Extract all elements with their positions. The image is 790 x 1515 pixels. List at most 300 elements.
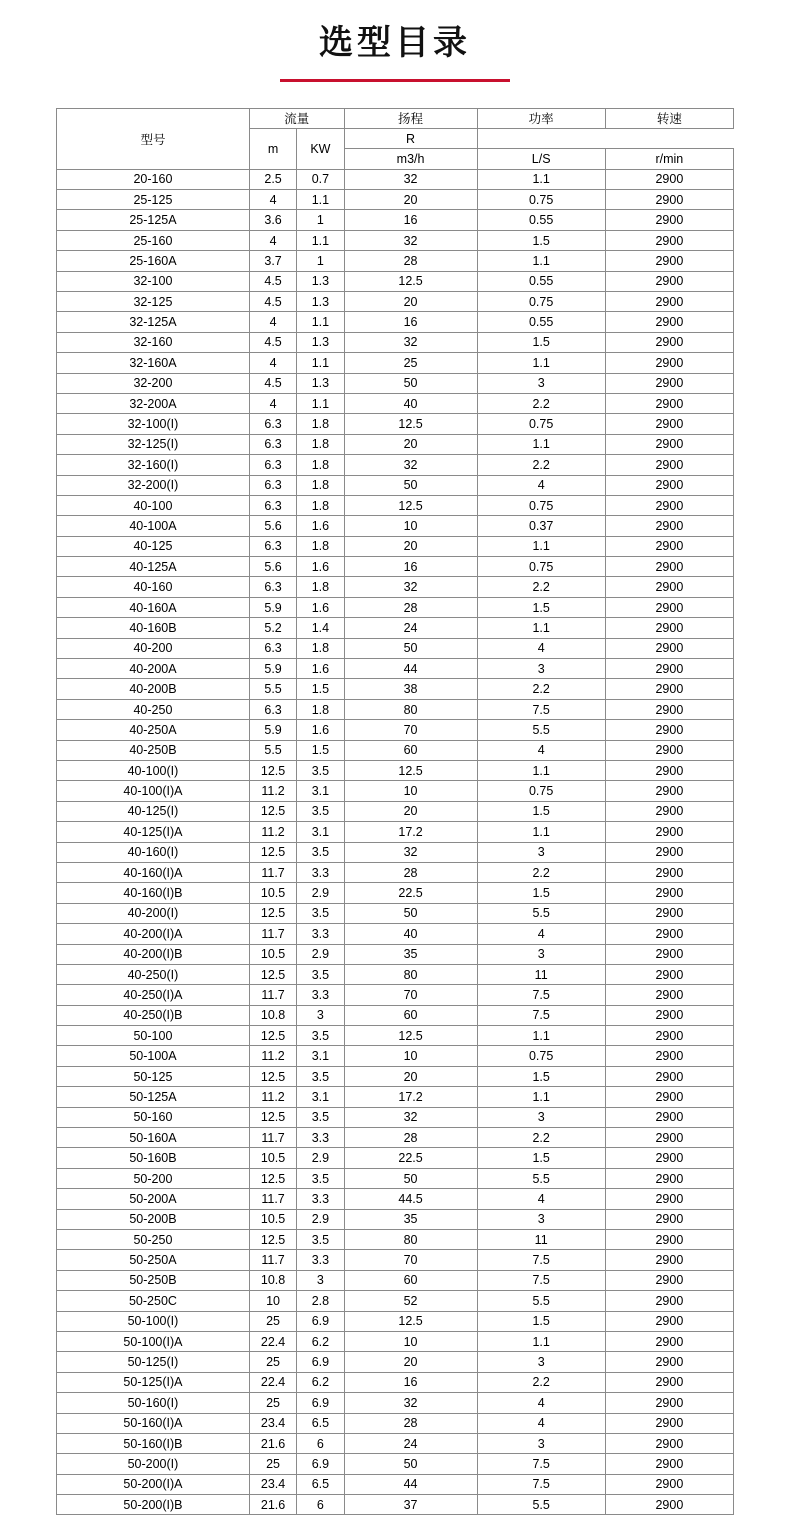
cell-head: 17.2 [344, 1087, 477, 1107]
cell-model: 40-250(I) [57, 964, 250, 984]
cell-power: 5.5 [477, 1168, 605, 1188]
cell-power: 1.5 [477, 597, 605, 617]
cell-model: 32-200 [57, 373, 250, 393]
cell-model: 50-160 [57, 1107, 250, 1127]
cell-power: 3 [477, 842, 605, 862]
table-row [57, 434, 734, 454]
cell-model: 32-160A [57, 353, 250, 373]
cell-flow-ls: 1.8 [297, 577, 344, 597]
header-speed-unit-r: R [344, 128, 477, 148]
cell-power: 1.5 [477, 883, 605, 903]
table-row [57, 1352, 734, 1372]
cell-power: 4 [477, 638, 605, 658]
cell-head: 20 [344, 536, 477, 556]
cell-speed: 2900 [605, 862, 733, 882]
cell-head: 70 [344, 1250, 477, 1270]
cell-flow-ls: 1.3 [297, 271, 344, 291]
cell-flow-m3h: 12.5 [249, 1066, 296, 1086]
cell-model: 40-160B [57, 618, 250, 638]
cell-head: 32 [344, 842, 477, 862]
table-row [57, 699, 734, 719]
cell-flow-m3h: 4 [249, 312, 296, 332]
cell-power: 1.1 [477, 1026, 605, 1046]
cell-flow-ls: 1.1 [297, 393, 344, 413]
cell-flow-ls: 2.9 [297, 883, 344, 903]
cell-flow-m3h: 5.6 [249, 516, 296, 536]
table-row [57, 1189, 734, 1209]
cell-head: 80 [344, 1229, 477, 1249]
cell-flow-m3h: 6.3 [249, 434, 296, 454]
table-row [57, 924, 734, 944]
cell-flow-m3h: 11.2 [249, 781, 296, 801]
cell-flow-m3h: 5.9 [249, 720, 296, 740]
cell-power: 4 [477, 1189, 605, 1209]
cell-flow-m3h: 12.5 [249, 761, 296, 781]
cell-model: 40-160(I)B [57, 883, 250, 903]
table-row [57, 1046, 734, 1066]
cell-speed: 2900 [605, 210, 733, 230]
cell-head: 70 [344, 985, 477, 1005]
cell-flow-m3h: 3.7 [249, 251, 296, 271]
cell-flow-m3h: 5.5 [249, 740, 296, 760]
cell-power: 4 [477, 1413, 605, 1433]
table-row [57, 944, 734, 964]
table-row [57, 1209, 734, 1229]
cell-flow-m3h: 12.5 [249, 1229, 296, 1249]
table-row [57, 1413, 734, 1433]
cell-flow-m3h: 22.4 [249, 1331, 296, 1351]
table-row [57, 720, 734, 740]
cell-flow-ls: 1.5 [297, 740, 344, 760]
cell-flow-ls: 1.8 [297, 699, 344, 719]
cell-flow-m3h: 23.4 [249, 1474, 296, 1494]
cell-head: 50 [344, 903, 477, 923]
cell-flow-ls: 0.7 [297, 169, 344, 189]
cell-model: 50-125 [57, 1066, 250, 1086]
cell-head: 22.5 [344, 1148, 477, 1168]
cell-flow-m3h: 25 [249, 1311, 296, 1331]
cell-flow-m3h: 12.5 [249, 842, 296, 862]
cell-flow-ls: 2.9 [297, 1209, 344, 1229]
cell-model: 50-100A [57, 1046, 250, 1066]
cell-power: 0.55 [477, 271, 605, 291]
cell-flow-ls: 1.8 [297, 536, 344, 556]
cell-speed: 2900 [605, 1005, 733, 1025]
cell-model: 50-250C [57, 1291, 250, 1311]
cell-flow-m3h: 4.5 [249, 332, 296, 352]
cell-speed: 2900 [605, 1026, 733, 1046]
header-flow-unit-ls: L/S [477, 149, 605, 169]
cell-head: 32 [344, 169, 477, 189]
cell-head: 60 [344, 1005, 477, 1025]
cell-head: 70 [344, 720, 477, 740]
header-flow: 流量 [249, 108, 344, 128]
cell-head: 24 [344, 1433, 477, 1453]
table-row [57, 1229, 734, 1249]
cell-model: 40-200(I) [57, 903, 250, 923]
cell-model: 50-100(I) [57, 1311, 250, 1331]
header-power-unit: KW [297, 128, 344, 169]
cell-power: 1.1 [477, 1087, 605, 1107]
cell-head: 12.5 [344, 761, 477, 781]
cell-head: 50 [344, 1168, 477, 1188]
cell-power: 2.2 [477, 862, 605, 882]
cell-flow-m3h: 11.7 [249, 1128, 296, 1148]
cell-flow-ls: 6.9 [297, 1393, 344, 1413]
table-row [57, 577, 734, 597]
cell-head: 60 [344, 740, 477, 760]
cell-model: 40-200(I)B [57, 944, 250, 964]
table-row [57, 312, 734, 332]
cell-head: 17.2 [344, 822, 477, 842]
cell-flow-ls: 3.5 [297, 842, 344, 862]
cell-flow-ls: 1.1 [297, 312, 344, 332]
cell-head: 10 [344, 1331, 477, 1351]
cell-flow-ls: 3.3 [297, 924, 344, 944]
cell-flow-m3h: 5.5 [249, 679, 296, 699]
cell-power: 2.2 [477, 455, 605, 475]
cell-head: 50 [344, 1454, 477, 1474]
table-row [57, 1250, 734, 1270]
cell-power: 1.5 [477, 230, 605, 250]
cell-power: 1.5 [477, 332, 605, 352]
cell-head: 22.5 [344, 883, 477, 903]
cell-head: 32 [344, 1393, 477, 1413]
cell-speed: 2900 [605, 618, 733, 638]
cell-head: 12.5 [344, 414, 477, 434]
header-speed-unit-rmin: r/min [605, 149, 733, 169]
cell-model: 50-125A [57, 1087, 250, 1107]
cell-model: 32-160(I) [57, 455, 250, 475]
table-row [57, 638, 734, 658]
table-row [57, 1066, 734, 1086]
cell-power: 3 [477, 1107, 605, 1127]
cell-flow-ls: 6.9 [297, 1454, 344, 1474]
table-row [57, 740, 734, 760]
cell-power: 0.55 [477, 312, 605, 332]
cell-flow-m3h: 3.6 [249, 210, 296, 230]
cell-speed: 2900 [605, 1189, 733, 1209]
cell-power: 5.5 [477, 1495, 605, 1515]
cell-model: 40-125(I)A [57, 822, 250, 842]
cell-flow-m3h: 10.5 [249, 883, 296, 903]
cell-speed: 2900 [605, 924, 733, 944]
cell-head: 20 [344, 434, 477, 454]
cell-head: 10 [344, 516, 477, 536]
cell-model: 40-100(I) [57, 761, 250, 781]
cell-head: 52 [344, 1291, 477, 1311]
cell-flow-m3h: 10 [249, 1291, 296, 1311]
table-row [57, 1291, 734, 1311]
cell-model: 25-160 [57, 230, 250, 250]
cell-model: 50-200B [57, 1209, 250, 1229]
cell-model: 32-125(I) [57, 434, 250, 454]
header-head-unit: m [249, 128, 296, 169]
cell-flow-ls: 2.9 [297, 1148, 344, 1168]
cell-flow-m3h: 10.8 [249, 1005, 296, 1025]
cell-speed: 2900 [605, 1331, 733, 1351]
cell-speed: 2900 [605, 1250, 733, 1270]
cell-power: 7.5 [477, 1474, 605, 1494]
table-row [57, 516, 734, 536]
cell-model: 40-250 [57, 699, 250, 719]
cell-flow-m3h: 23.4 [249, 1413, 296, 1433]
cell-speed: 2900 [605, 373, 733, 393]
cell-flow-ls: 1.1 [297, 190, 344, 210]
cell-flow-m3h: 4.5 [249, 271, 296, 291]
cell-speed: 2900 [605, 903, 733, 923]
table-row [57, 292, 734, 312]
cell-flow-m3h: 10.8 [249, 1270, 296, 1290]
cell-speed: 2900 [605, 801, 733, 821]
cell-power: 1.5 [477, 1148, 605, 1168]
cell-speed: 2900 [605, 1393, 733, 1413]
cell-flow-m3h: 10.5 [249, 1209, 296, 1229]
cell-model: 32-125A [57, 312, 250, 332]
table-row [57, 1372, 734, 1392]
cell-speed: 2900 [605, 883, 733, 903]
cell-flow-m3h: 6.3 [249, 536, 296, 556]
cell-head: 16 [344, 312, 477, 332]
cell-head: 35 [344, 1209, 477, 1229]
cell-power: 11 [477, 964, 605, 984]
cell-model: 50-160B [57, 1148, 250, 1168]
cell-head: 50 [344, 638, 477, 658]
header-head: 扬程 [344, 108, 477, 128]
cell-model: 50-250 [57, 1229, 250, 1249]
cell-flow-ls: 6.9 [297, 1352, 344, 1372]
cell-flow-ls: 6.2 [297, 1331, 344, 1351]
table-row [57, 1474, 734, 1494]
cell-power: 1.1 [477, 536, 605, 556]
cell-head: 35 [344, 944, 477, 964]
cell-model: 50-200A [57, 1189, 250, 1209]
cell-head: 32 [344, 455, 477, 475]
cell-model: 40-250(I)B [57, 1005, 250, 1025]
cell-flow-ls: 1.1 [297, 353, 344, 373]
cell-head: 50 [344, 373, 477, 393]
cell-speed: 2900 [605, 353, 733, 373]
cell-model: 50-200(I)B [57, 1495, 250, 1515]
cell-speed: 2900 [605, 964, 733, 984]
cell-flow-ls: 6 [297, 1433, 344, 1453]
table-container [0, 82, 790, 1515]
cell-speed: 2900 [605, 720, 733, 740]
cell-flow-ls: 3.1 [297, 822, 344, 842]
cell-power: 7.5 [477, 1270, 605, 1290]
table-row [57, 271, 734, 291]
cell-flow-ls: 3.5 [297, 1168, 344, 1188]
cell-speed: 2900 [605, 1107, 733, 1127]
cell-flow-ls: 3.3 [297, 1189, 344, 1209]
cell-flow-ls: 3.3 [297, 1128, 344, 1148]
cell-power: 5.5 [477, 720, 605, 740]
table-row [57, 332, 734, 352]
cell-flow-m3h: 5.2 [249, 618, 296, 638]
cell-speed: 2900 [605, 251, 733, 271]
cell-flow-m3h: 11.7 [249, 985, 296, 1005]
cell-speed: 2900 [605, 1291, 733, 1311]
cell-speed: 2900 [605, 414, 733, 434]
cell-power: 7.5 [477, 1454, 605, 1474]
cell-speed: 2900 [605, 434, 733, 454]
cell-power: 2.2 [477, 393, 605, 413]
cell-head: 28 [344, 862, 477, 882]
cell-speed: 2900 [605, 577, 733, 597]
cell-flow-m3h: 10.5 [249, 944, 296, 964]
cell-model: 40-200A [57, 659, 250, 679]
cell-speed: 2900 [605, 1087, 733, 1107]
cell-flow-m3h: 25 [249, 1393, 296, 1413]
cell-power: 3 [477, 373, 605, 393]
cell-power: 3 [477, 1352, 605, 1372]
cell-head: 32 [344, 332, 477, 352]
table-row [57, 455, 734, 475]
table-row [57, 883, 734, 903]
cell-flow-m3h: 2.5 [249, 169, 296, 189]
table-row [57, 251, 734, 271]
cell-flow-ls: 3.1 [297, 1046, 344, 1066]
table-row [57, 1087, 734, 1107]
cell-flow-ls: 6.2 [297, 1372, 344, 1392]
cell-speed: 2900 [605, 516, 733, 536]
cell-model: 50-100 [57, 1026, 250, 1046]
table-row [57, 985, 734, 1005]
header-power: 功率 [477, 108, 605, 128]
table-row [57, 903, 734, 923]
cell-head: 80 [344, 964, 477, 984]
cell-power: 2.2 [477, 1128, 605, 1148]
cell-flow-ls: 3.1 [297, 781, 344, 801]
cell-speed: 2900 [605, 740, 733, 760]
table-row [57, 822, 734, 842]
cell-speed: 2900 [605, 638, 733, 658]
cell-head: 16 [344, 210, 477, 230]
cell-model: 40-125 [57, 536, 250, 556]
cell-power: 0.55 [477, 210, 605, 230]
cell-head: 32 [344, 230, 477, 250]
cell-head: 12.5 [344, 271, 477, 291]
cell-speed: 2900 [605, 271, 733, 291]
cell-flow-ls: 1.3 [297, 332, 344, 352]
cell-flow-m3h: 12.5 [249, 1026, 296, 1046]
cell-head: 50 [344, 475, 477, 495]
table-row [57, 210, 734, 230]
cell-model: 40-250B [57, 740, 250, 760]
cell-model: 40-100A [57, 516, 250, 536]
cell-head: 28 [344, 597, 477, 617]
cell-power: 5.5 [477, 1291, 605, 1311]
cell-speed: 2900 [605, 699, 733, 719]
cell-flow-ls: 1.6 [297, 720, 344, 740]
cell-flow-ls: 6.5 [297, 1474, 344, 1494]
cell-speed: 2900 [605, 1229, 733, 1249]
cell-power: 5.5 [477, 903, 605, 923]
table-row [57, 1005, 734, 1025]
cell-flow-m3h: 12.5 [249, 801, 296, 821]
cell-speed: 2900 [605, 1168, 733, 1188]
cell-power: 1.1 [477, 1331, 605, 1351]
cell-flow-ls: 1.8 [297, 495, 344, 515]
cell-speed: 2900 [605, 1433, 733, 1453]
cell-power: 2.2 [477, 1372, 605, 1392]
cell-flow-ls: 3 [297, 1005, 344, 1025]
cell-model: 40-125A [57, 557, 250, 577]
cell-flow-ls: 1.5 [297, 679, 344, 699]
table-row [57, 393, 734, 413]
cell-flow-m3h: 11.2 [249, 1046, 296, 1066]
cell-speed: 2900 [605, 985, 733, 1005]
cell-speed: 2900 [605, 842, 733, 862]
cell-speed: 2900 [605, 659, 733, 679]
cell-head: 44.5 [344, 1189, 477, 1209]
cell-flow-ls: 1.8 [297, 434, 344, 454]
cell-power: 2.2 [477, 679, 605, 699]
cell-model: 50-100(I)A [57, 1331, 250, 1351]
cell-flow-m3h: 4 [249, 393, 296, 413]
cell-power: 0.75 [477, 781, 605, 801]
cell-model: 40-250(I)A [57, 985, 250, 1005]
cell-speed: 2900 [605, 393, 733, 413]
table-row [57, 1107, 734, 1127]
table-row [57, 1270, 734, 1290]
cell-speed: 2900 [605, 1474, 733, 1494]
cell-model: 50-160A [57, 1128, 250, 1148]
cell-power: 0.75 [477, 495, 605, 515]
cell-speed: 2900 [605, 312, 733, 332]
cell-model: 50-160(I)A [57, 1413, 250, 1433]
cell-flow-m3h: 6.3 [249, 475, 296, 495]
cell-power: 1.5 [477, 801, 605, 821]
cell-model: 25-160A [57, 251, 250, 271]
table-body [57, 169, 734, 1515]
cell-flow-ls: 3.1 [297, 1087, 344, 1107]
cell-power: 4 [477, 924, 605, 944]
cell-speed: 2900 [605, 1148, 733, 1168]
table-row [57, 1331, 734, 1351]
cell-head: 24 [344, 618, 477, 638]
cell-power: 0.37 [477, 516, 605, 536]
cell-power: 0.75 [477, 414, 605, 434]
table-row [57, 1128, 734, 1148]
cell-speed: 2900 [605, 332, 733, 352]
cell-flow-ls: 2.9 [297, 944, 344, 964]
cell-speed: 2900 [605, 475, 733, 495]
cell-flow-ls: 1.6 [297, 659, 344, 679]
cell-power: 1.1 [477, 761, 605, 781]
cell-head: 16 [344, 557, 477, 577]
cell-head: 28 [344, 1413, 477, 1433]
cell-flow-ls: 1.6 [297, 557, 344, 577]
cell-head: 44 [344, 1474, 477, 1494]
cell-head: 16 [344, 1372, 477, 1392]
table-row [57, 414, 734, 434]
cell-head: 12.5 [344, 495, 477, 515]
cell-model: 40-250A [57, 720, 250, 740]
cell-flow-m3h: 6.3 [249, 414, 296, 434]
cell-head: 40 [344, 924, 477, 944]
cell-head: 25 [344, 353, 477, 373]
cell-power: 7.5 [477, 985, 605, 1005]
cell-flow-ls: 2.8 [297, 1291, 344, 1311]
cell-flow-ls: 1.8 [297, 414, 344, 434]
cell-flow-m3h: 25 [249, 1454, 296, 1474]
cell-head: 32 [344, 1107, 477, 1127]
cell-speed: 2900 [605, 190, 733, 210]
header-model: 型号 [57, 108, 250, 169]
cell-flow-m3h: 11.7 [249, 1189, 296, 1209]
cell-model: 40-200 [57, 638, 250, 658]
